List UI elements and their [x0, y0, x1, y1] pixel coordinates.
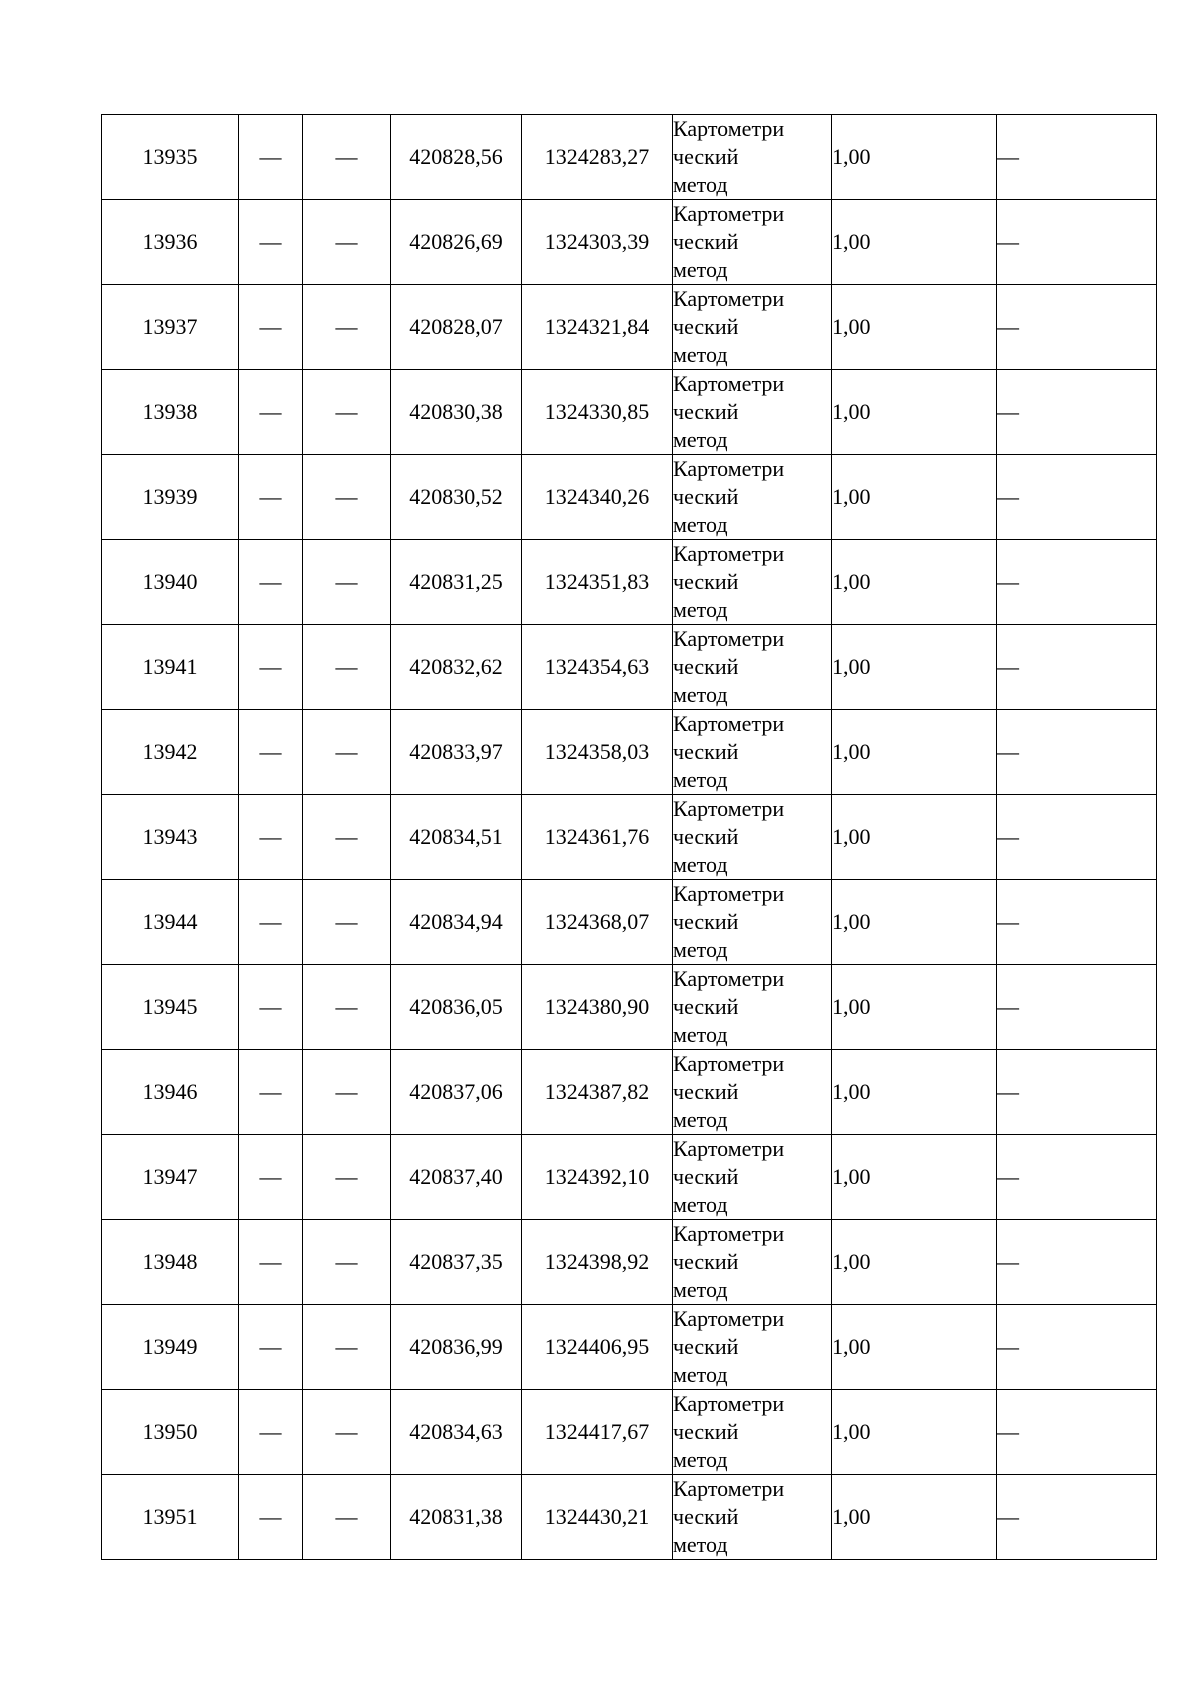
- x-coordinate-cell: 420834,63: [391, 1390, 522, 1475]
- table-row: [102, 965, 1157, 1050]
- accuracy-cell: 1,00: [832, 1305, 997, 1390]
- table-row: [102, 285, 1157, 370]
- x-coordinate-cell: 420834,94: [391, 880, 522, 965]
- table-row: [102, 880, 1157, 965]
- y-coordinate-cell: 1324330,85: [522, 370, 673, 455]
- y-coordinate-cell: 1324368,07: [522, 880, 673, 965]
- y-coordinate-cell: 1324340,26: [522, 455, 673, 540]
- accuracy-cell: 1,00: [832, 1050, 997, 1135]
- empty-value-cell: —: [303, 1475, 391, 1560]
- empty-value-cell: —: [303, 795, 391, 880]
- point-number-cell: 13946: [102, 1050, 239, 1135]
- empty-value-cell: —: [239, 455, 303, 540]
- x-coordinate-cell: 420828,07: [391, 285, 522, 370]
- y-coordinate-cell: 1324392,10: [522, 1135, 673, 1220]
- point-number-cell: 13937: [102, 285, 239, 370]
- empty-value-cell: —: [303, 965, 391, 1050]
- x-coordinate-cell: 420837,35: [391, 1220, 522, 1305]
- table-row: [102, 1390, 1157, 1475]
- y-coordinate-cell: 1324398,92: [522, 1220, 673, 1305]
- empty-value-cell: —: [239, 880, 303, 965]
- method-cell: Картометри ческий метод: [673, 1050, 832, 1135]
- method-cell: Картометри ческий метод: [673, 1220, 832, 1305]
- point-number-cell: 13939: [102, 455, 239, 540]
- method-cell: Картометри ческий метод: [673, 1475, 832, 1560]
- empty-value-cell: —: [239, 1220, 303, 1305]
- empty-value-cell: —: [239, 200, 303, 285]
- empty-value-cell: —: [997, 965, 1157, 1050]
- y-coordinate-cell: 1324430,21: [522, 1475, 673, 1560]
- empty-value-cell: —: [997, 1305, 1157, 1390]
- empty-value-cell: —: [303, 880, 391, 965]
- empty-value-cell: —: [239, 1135, 303, 1220]
- method-cell: Картометри ческий метод: [673, 795, 832, 880]
- accuracy-cell: 1,00: [832, 625, 997, 710]
- empty-value-cell: —: [997, 1050, 1157, 1135]
- y-coordinate-cell: 1324387,82: [522, 1050, 673, 1135]
- empty-value-cell: —: [303, 1050, 391, 1135]
- table-row: [102, 1220, 1157, 1305]
- point-number-cell: 13949: [102, 1305, 239, 1390]
- empty-value-cell: —: [239, 1050, 303, 1135]
- method-cell: Картометри ческий метод: [673, 285, 832, 370]
- x-coordinate-cell: 420828,56: [391, 115, 522, 200]
- method-cell: Картометри ческий метод: [673, 455, 832, 540]
- x-coordinate-cell: 420832,62: [391, 625, 522, 710]
- method-cell: Картометри ческий метод: [673, 1135, 832, 1220]
- empty-value-cell: —: [303, 1220, 391, 1305]
- table-row: [102, 200, 1157, 285]
- empty-value-cell: —: [303, 455, 391, 540]
- x-coordinate-cell: 420834,51: [391, 795, 522, 880]
- y-coordinate-cell: 1324321,84: [522, 285, 673, 370]
- y-coordinate-cell: 1324358,03: [522, 710, 673, 795]
- empty-value-cell: —: [239, 625, 303, 710]
- empty-value-cell: —: [303, 1305, 391, 1390]
- point-number-cell: 13945: [102, 965, 239, 1050]
- table-row: [102, 1050, 1157, 1135]
- x-coordinate-cell: 420830,52: [391, 455, 522, 540]
- point-number-cell: 13944: [102, 880, 239, 965]
- accuracy-cell: 1,00: [832, 965, 997, 1050]
- method-cell: Картометри ческий метод: [673, 625, 832, 710]
- empty-value-cell: —: [239, 965, 303, 1050]
- x-coordinate-cell: 420836,99: [391, 1305, 522, 1390]
- table-row: [102, 455, 1157, 540]
- empty-value-cell: —: [303, 1390, 391, 1475]
- empty-value-cell: —: [239, 285, 303, 370]
- empty-value-cell: —: [303, 710, 391, 795]
- method-cell: Картометри ческий метод: [673, 200, 832, 285]
- point-number-cell: 13935: [102, 115, 239, 200]
- y-coordinate-cell: 1324303,39: [522, 200, 673, 285]
- empty-value-cell: —: [303, 370, 391, 455]
- empty-value-cell: —: [239, 1390, 303, 1475]
- point-number-cell: 13948: [102, 1220, 239, 1305]
- method-cell: Картометри ческий метод: [673, 370, 832, 455]
- point-number-cell: 13950: [102, 1390, 239, 1475]
- point-number-cell: 13941: [102, 625, 239, 710]
- point-number-cell: 13938: [102, 370, 239, 455]
- empty-value-cell: —: [303, 540, 391, 625]
- empty-value-cell: —: [997, 1390, 1157, 1475]
- table-row: [102, 115, 1157, 200]
- point-number-cell: 13947: [102, 1135, 239, 1220]
- empty-value-cell: —: [997, 200, 1157, 285]
- x-coordinate-cell: 420830,38: [391, 370, 522, 455]
- accuracy-cell: 1,00: [832, 370, 997, 455]
- accuracy-cell: 1,00: [832, 795, 997, 880]
- accuracy-cell: 1,00: [832, 1220, 997, 1305]
- y-coordinate-cell: 1324283,27: [522, 115, 673, 200]
- method-cell: Картометри ческий метод: [673, 710, 832, 795]
- x-coordinate-cell: 420831,38: [391, 1475, 522, 1560]
- coordinates-table: [101, 114, 1157, 1560]
- empty-value-cell: —: [239, 710, 303, 795]
- x-coordinate-cell: 420837,40: [391, 1135, 522, 1220]
- point-number-cell: 13936: [102, 200, 239, 285]
- empty-value-cell: —: [303, 200, 391, 285]
- table-row: [102, 710, 1157, 795]
- method-cell: Картометри ческий метод: [673, 1305, 832, 1390]
- empty-value-cell: —: [997, 115, 1157, 200]
- accuracy-cell: 1,00: [832, 200, 997, 285]
- y-coordinate-cell: 1324361,76: [522, 795, 673, 880]
- table-body: [102, 115, 1157, 1560]
- y-coordinate-cell: 1324380,90: [522, 965, 673, 1050]
- table-row: [102, 1475, 1157, 1560]
- empty-value-cell: —: [997, 1475, 1157, 1560]
- empty-value-cell: —: [239, 540, 303, 625]
- table-row: [102, 370, 1157, 455]
- accuracy-cell: 1,00: [832, 115, 997, 200]
- accuracy-cell: 1,00: [832, 1475, 997, 1560]
- method-cell: Картометри ческий метод: [673, 965, 832, 1050]
- table-row: [102, 540, 1157, 625]
- empty-value-cell: —: [997, 370, 1157, 455]
- x-coordinate-cell: 420837,06: [391, 1050, 522, 1135]
- empty-value-cell: —: [239, 115, 303, 200]
- empty-value-cell: —: [303, 625, 391, 710]
- x-coordinate-cell: 420826,69: [391, 200, 522, 285]
- empty-value-cell: —: [303, 1135, 391, 1220]
- method-cell: Картометри ческий метод: [673, 880, 832, 965]
- empty-value-cell: —: [997, 1135, 1157, 1220]
- empty-value-cell: —: [239, 370, 303, 455]
- x-coordinate-cell: 420833,97: [391, 710, 522, 795]
- table-row: [102, 795, 1157, 880]
- accuracy-cell: 1,00: [832, 1390, 997, 1475]
- empty-value-cell: —: [997, 455, 1157, 540]
- empty-value-cell: —: [997, 795, 1157, 880]
- point-number-cell: 13951: [102, 1475, 239, 1560]
- empty-value-cell: —: [303, 285, 391, 370]
- x-coordinate-cell: 420831,25: [391, 540, 522, 625]
- accuracy-cell: 1,00: [832, 540, 997, 625]
- empty-value-cell: —: [239, 1305, 303, 1390]
- y-coordinate-cell: 1324354,63: [522, 625, 673, 710]
- accuracy-cell: 1,00: [832, 1135, 997, 1220]
- point-number-cell: 13942: [102, 710, 239, 795]
- y-coordinate-cell: 1324406,95: [522, 1305, 673, 1390]
- empty-value-cell: —: [997, 540, 1157, 625]
- y-coordinate-cell: 1324417,67: [522, 1390, 673, 1475]
- empty-value-cell: —: [997, 285, 1157, 370]
- y-coordinate-cell: 1324351,83: [522, 540, 673, 625]
- table-row: [102, 625, 1157, 710]
- method-cell: Картометри ческий метод: [673, 115, 832, 200]
- empty-value-cell: —: [997, 1220, 1157, 1305]
- x-coordinate-cell: 420836,05: [391, 965, 522, 1050]
- empty-value-cell: —: [303, 115, 391, 200]
- accuracy-cell: 1,00: [832, 880, 997, 965]
- empty-value-cell: —: [239, 795, 303, 880]
- method-cell: Картометри ческий метод: [673, 1390, 832, 1475]
- method-cell: Картометри ческий метод: [673, 540, 832, 625]
- point-number-cell: 13943: [102, 795, 239, 880]
- empty-value-cell: —: [239, 1475, 303, 1560]
- accuracy-cell: 1,00: [832, 710, 997, 795]
- table-row: [102, 1135, 1157, 1220]
- point-number-cell: 13940: [102, 540, 239, 625]
- table-row: [102, 1305, 1157, 1390]
- empty-value-cell: —: [997, 710, 1157, 795]
- empty-value-cell: —: [997, 880, 1157, 965]
- accuracy-cell: 1,00: [832, 285, 997, 370]
- empty-value-cell: —: [997, 625, 1157, 710]
- accuracy-cell: 1,00: [832, 455, 997, 540]
